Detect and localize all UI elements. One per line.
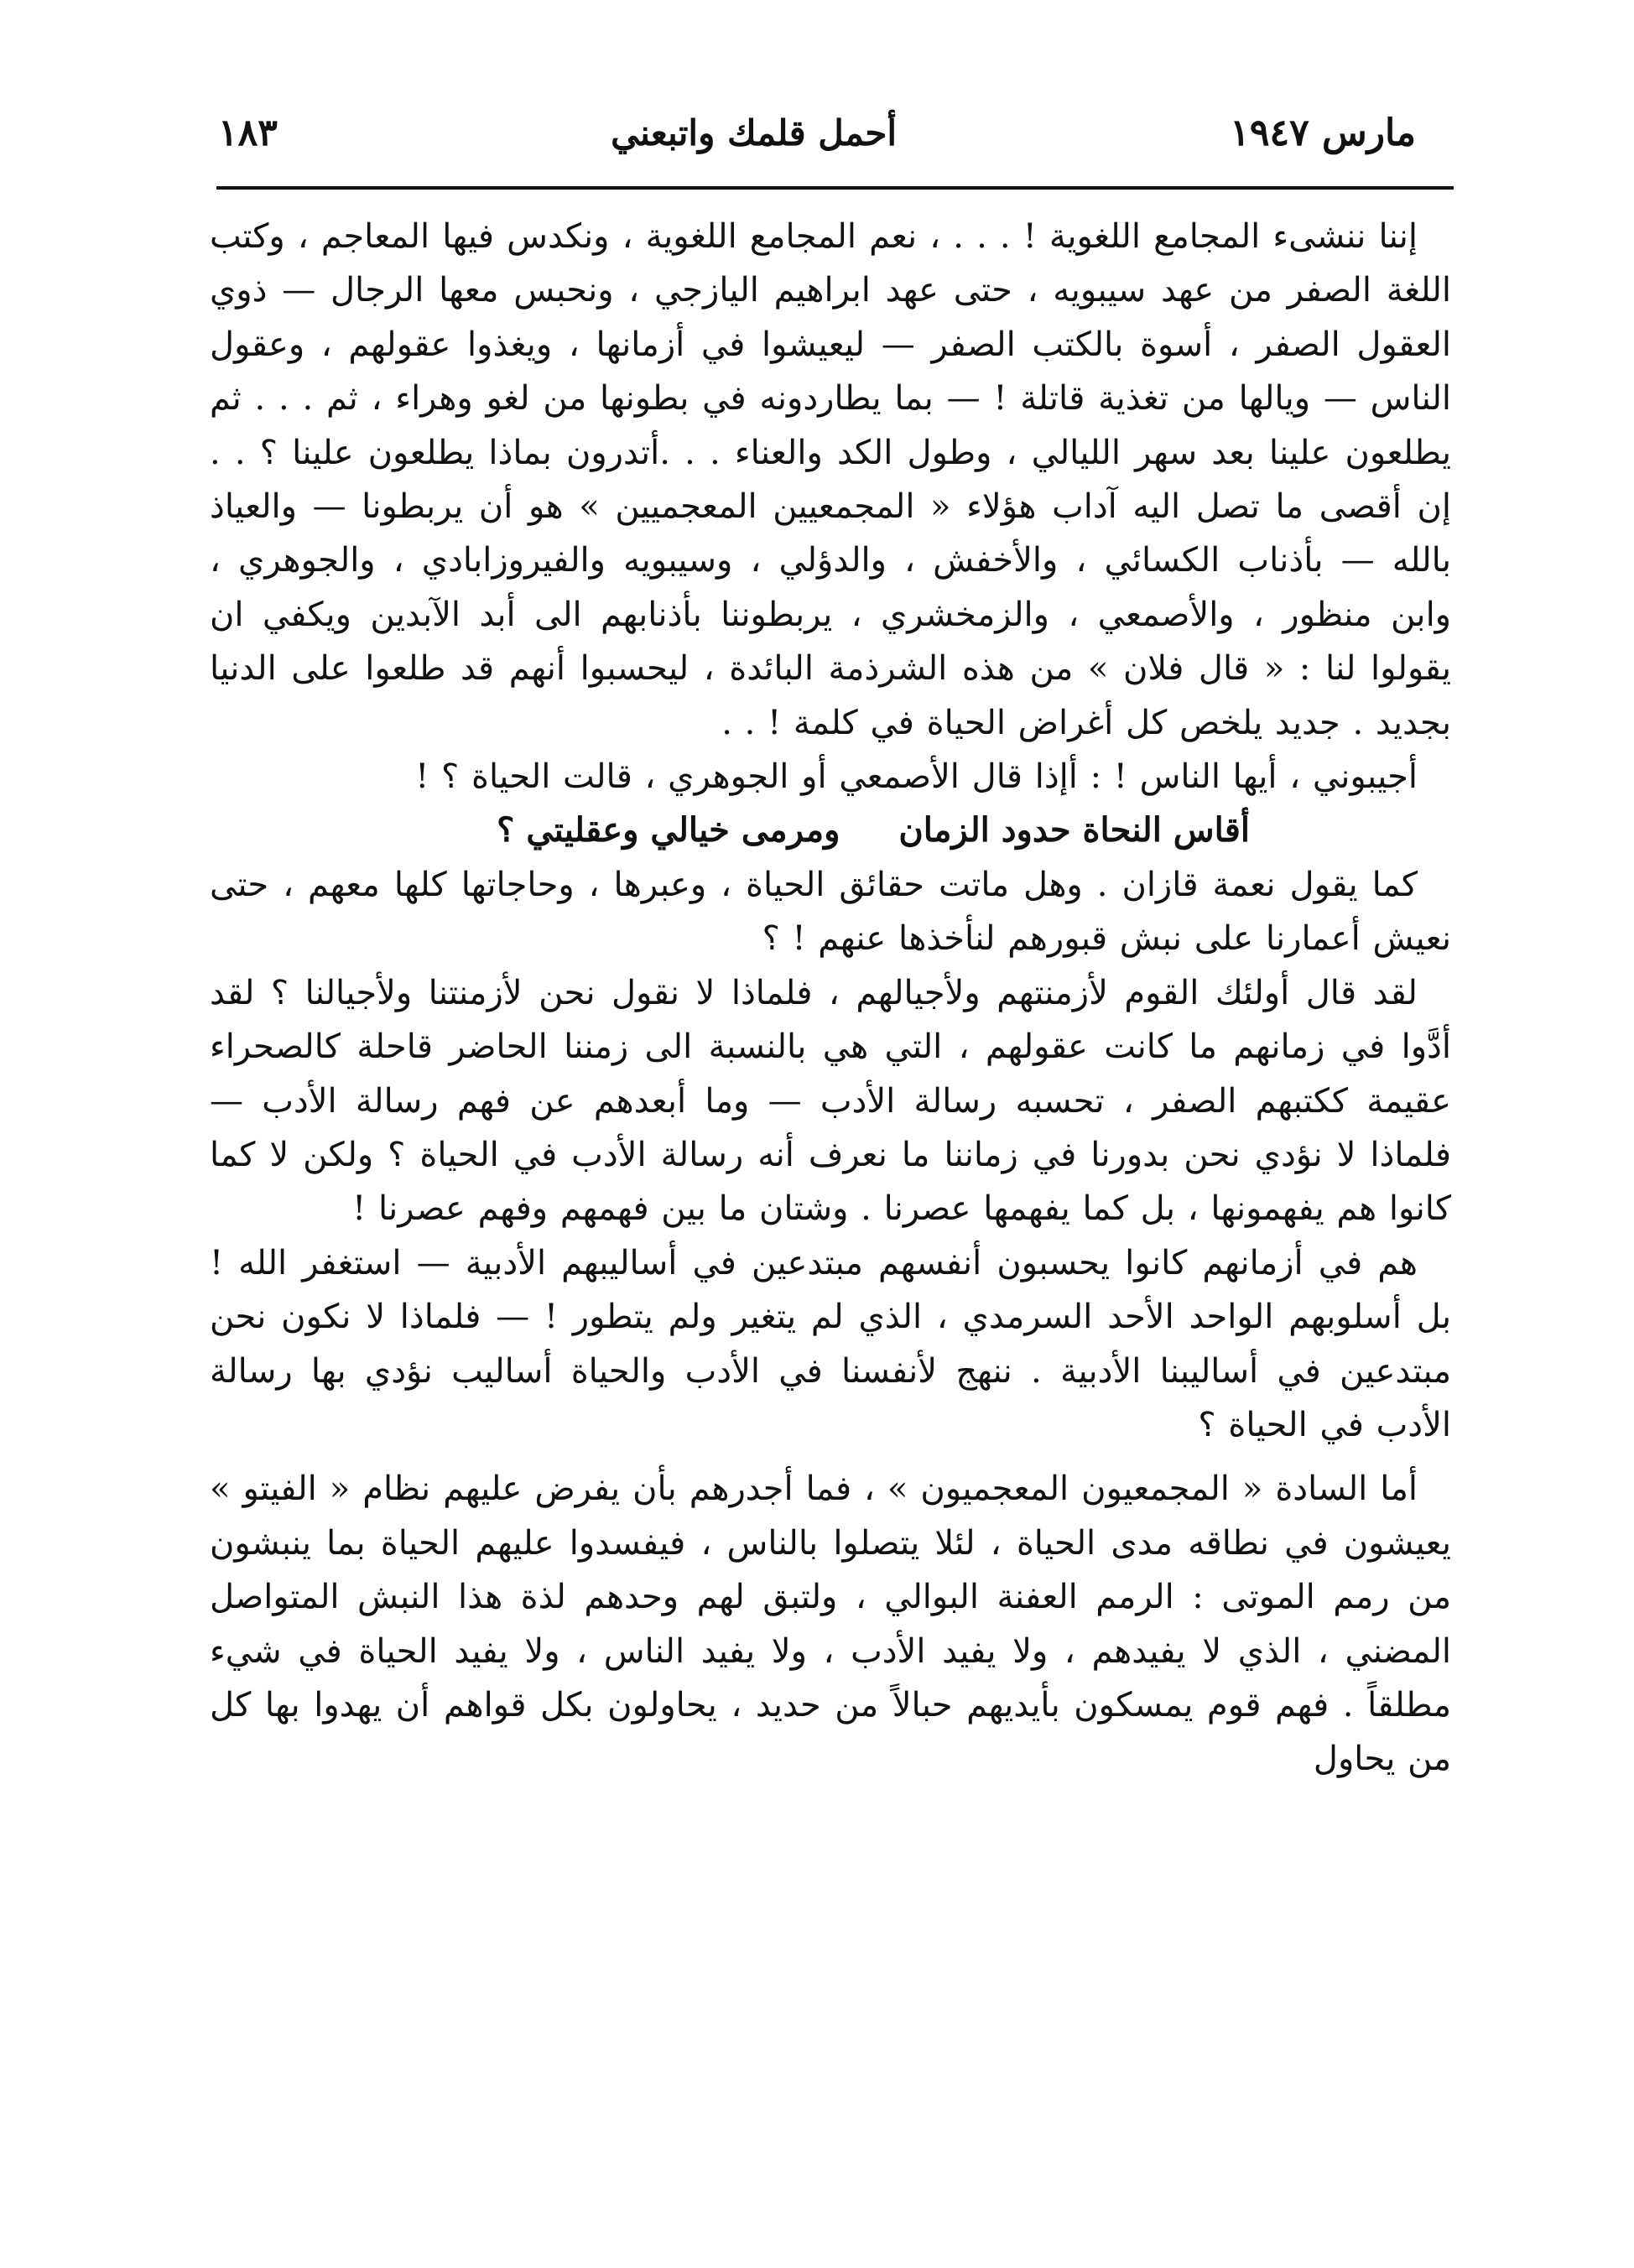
paragraph-6: أما السادة « المجمعيون المعجميون » ، فما أجدرهم بأن يفرض عليهم نظام « الفيتو » يعيشون في نطاقه مدى الحياة ، لئلا يتصلوا بالناس ، فيفسدوا عليهم الحياة بما ينبشون من رمم الموتى : الرمم العفنة البوالي ، ولتبق لهم وحدهم لذة هذا النبش المتواصل المضني ، الذي لا يفيدهم ، ولا يفيد الأدب ، ولا يفيد الناس ، ولا يفيد الحياة في شيء مطلقاً . فهم قوم يمسكون بأيديهم حبالاً من حديد ، يحاولون بكل قواهم أن يهدوا بها كل من يحاول [210, 1470, 1451, 1779]
page-number: ١٨٣ [218, 111, 278, 154]
issue-date: مارس ١٩٤٧ [1230, 111, 1416, 154]
article-title: أحمل قلمك واتبعني [611, 112, 897, 153]
paragraph-3: كما يقول نعمة قازان . وهل ماتت حقائق الحياة ، وعبرها ، وحاجاتها كلها معهم ، حتى نعيش أعمارنا على نبش قبورهم لنأخذها عنهم ! ؟ [210, 865, 1451, 959]
header-rule [216, 186, 1454, 190]
article-body [210, 210, 1451, 1787]
verse-line [210, 804, 1451, 857]
running-header [218, 99, 1416, 166]
paragraph-4: لقد قال أولئك القوم لأزمنتهم ولأجيالهم ، فلماذا لا نقول نحن لأزمنتنا ولأجيالنا ؟ لقد أدَّوا في زمانهم ما كانت عقولهم ، التي هي بالنسبة الى زمننا الحاضر قاحلة كالصحراء عقيمة ككتبهم الصفر ، تحسبه رسالة الأدب — وما أبعدهم عن فهم رسالة الأدب — فلماذا لا نؤدي نحن بدورنا في زماننا ما نعرف أنه رسالة الأدب في الحياة ؟ ولكن لا كما كانوا هم يفهمونها ، بل كما يفهمها عصرنا . وشتان ما بين فهمهم وفهم عصرنا ! [210, 973, 1451, 1229]
paragraph-2: أجيبوني ، أيها الناس ! : أإذا قال الأصمعي أو الجوهري ، قالت الحياة ؟ ! [415, 757, 1418, 797]
paragraph-5: هم في أزمانهم كانوا يحسبون أنفسهم مبتدعين في أساليبهم الأدبية — استغفر الله ! بل أسلوبهم الواحد الأحد السرمدي ، الذي لم يتغير ولم يتطور ! — فلماذا لا نكون نحن مبتدعين في أساليبنا الأدبية . ننهج لأنفسنا في الأدب والحياة أساليب نؤدي بها رسالة الأدب في الحياة ؟ [210, 1243, 1451, 1444]
verse-first-hemistich: أقاس النحاة حدود الزمان [898, 810, 1250, 850]
paragraph-1: إننا ننشىء المجامع اللغوية ! . . . ، نعم المجامع اللغوية ، ونكدس فيها المعاجم ، وكتب اللغة الصفر من عهد سيبويه ، حتى عهد ابراهيم اليازجي ، ونحبس معها الرجال — ذوي العقول الصفر ، أسوة بالكتب الصفر — ليعيشوا في أزمانها ، ويغذوا عقولهم ، وعقول الناس — ويالها من تغذية قاتلة ! — بما يطاردونه في بطونها من لغو وهراء ، ثم . . . ثم يطلعون علينا بعد سهر الليالي ، وطول الكد والعناء . . .أتدرون بماذا يطلعون علينا ؟ . . إن أقصى ما تصل اليه آداب هؤلاء « المجمعيين المعجميين » هو أن يربطونا — والعياذ بالله — بأذناب الكسائي ، والأخفش ، والدؤلي ، وسيبويه والفيروزابادي ، والجوهري ، وابن منظور ، والأصمعي ، والزمخشري ، يربطوننا بأذنابهم الى أبد الآبدين ويكفي ان يقولوا لنا : « قال فلان » من هذه الشرذمة البائدة ، ليحسبوا أنهم قد طلعوا على الدنيا بجديد . جديد يلخص كل أغراض الحياة في كلمة ! . . [210, 217, 1451, 742]
verse-second-hemistich: ومرمى خيالي وعقليتي ؟ [497, 810, 840, 850]
